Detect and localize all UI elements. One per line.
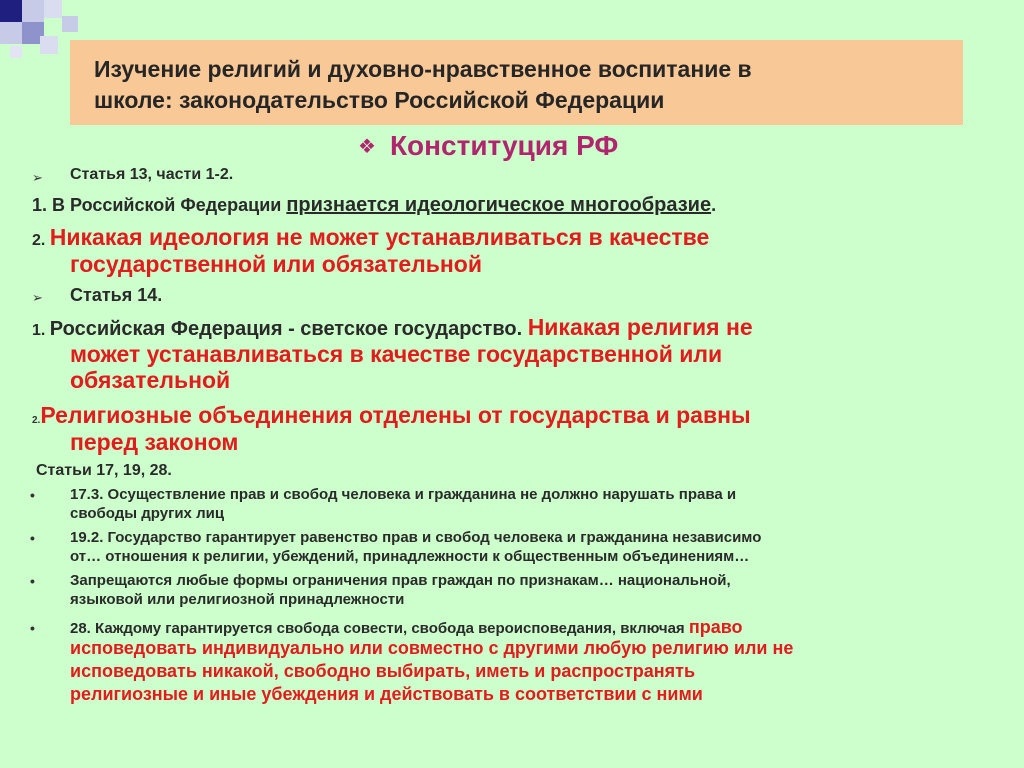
bullet-28-line-3: исповедовать никакой, свободно выбирать, иметь и распространять [70,661,696,681]
arrow-bullet-icon: ➢ [32,170,43,185]
bullet-28-line-4: религиозные и иные убеждения и действовать в соответствии с ними [70,684,703,704]
article-14-p1-number: 1. [32,322,50,339]
article-14-p1-red-2: может устанавливаться в качестве государственной или [70,341,723,367]
bullet-19-line-2: от… отношения к религии, убеждений, принадлежности к общественным объединениям… [70,548,750,565]
heading-text: Конституция РФ [389,130,619,161]
article-13-p1 [32,194,716,217]
article-14-p2-line-1: Религиозные объединения отделены от государства и равны [40,402,751,428]
article-14-p2-number: 2. [32,415,41,426]
article-13-p1-end: . [711,195,717,215]
article-14-p1-text: Российская Федерация - светское государство. [49,318,528,340]
article-14-label: Статья 14. [70,285,163,305]
article-14-p1 [32,314,753,344]
diamond-bullet-icon: ❖ [358,135,376,158]
title-box [70,40,963,125]
bullet-dot-icon: • [30,620,35,636]
bullet-28-line-1 [70,617,743,638]
bullet-restrict-line-1: Запрещаются любые формы ограничения прав граждан по признакам… национальной, [70,572,731,589]
article-13-label: Статья 13, части 1-2. [70,166,234,183]
article-13-p2-number: 2. [32,232,50,249]
bullet-dot-icon: • [30,487,35,503]
bullet-dot-icon: • [30,573,35,589]
article-14-p2-line-2: перед законом [70,429,239,455]
bullet-28-red-1: право [688,617,743,637]
article-13-p1-emphasis: признается идеологическое многообразие [286,194,712,216]
article-13-p2 [32,224,709,254]
article-13-p1-prefix: 1. В Российской Федерации [32,195,287,215]
bullet-dot-icon: • [30,530,35,546]
article-14-p1-red-1: Никакая религия не [527,314,753,340]
decor-squares [0,0,80,60]
article-14-p1-red-3: обязательной [70,367,231,393]
bullet-restrict-line-2: языковой или религиозной принадлежности [70,591,405,608]
article-13-p2-line-1: Никакая идеология не может устанавливаться в качестве [49,224,710,250]
title-line-1: Изучение религий и духовно-нравственное воспитание в [94,56,752,82]
bullet-17-line-1: 17.3. Осуществление прав и свобод человека и гражданина не должно нарушать права и [70,486,737,503]
section-heading [358,126,618,166]
articles-label: Статьи 17, 19, 28. [36,462,172,479]
bullet-28-line-2: исповедовать индивидуально или совместно с другими любую религию или не [70,638,794,658]
bullet-19-line-1: 19.2. Государство гарантирует равенство прав и свобод человека и гражданина независимо [70,529,762,546]
bullet-17-line-2: свободы других лиц [70,505,225,522]
arrow-bullet-icon: ➢ [32,290,43,305]
title-line-2: школе: законодательство Российской Федерации [94,87,665,113]
bullet-28-text: 28. Каждому гарантируется свобода совести, свобода вероисповедания, включая [70,620,689,637]
article-13-p2-line-2: государственной или обязательной [70,251,482,277]
